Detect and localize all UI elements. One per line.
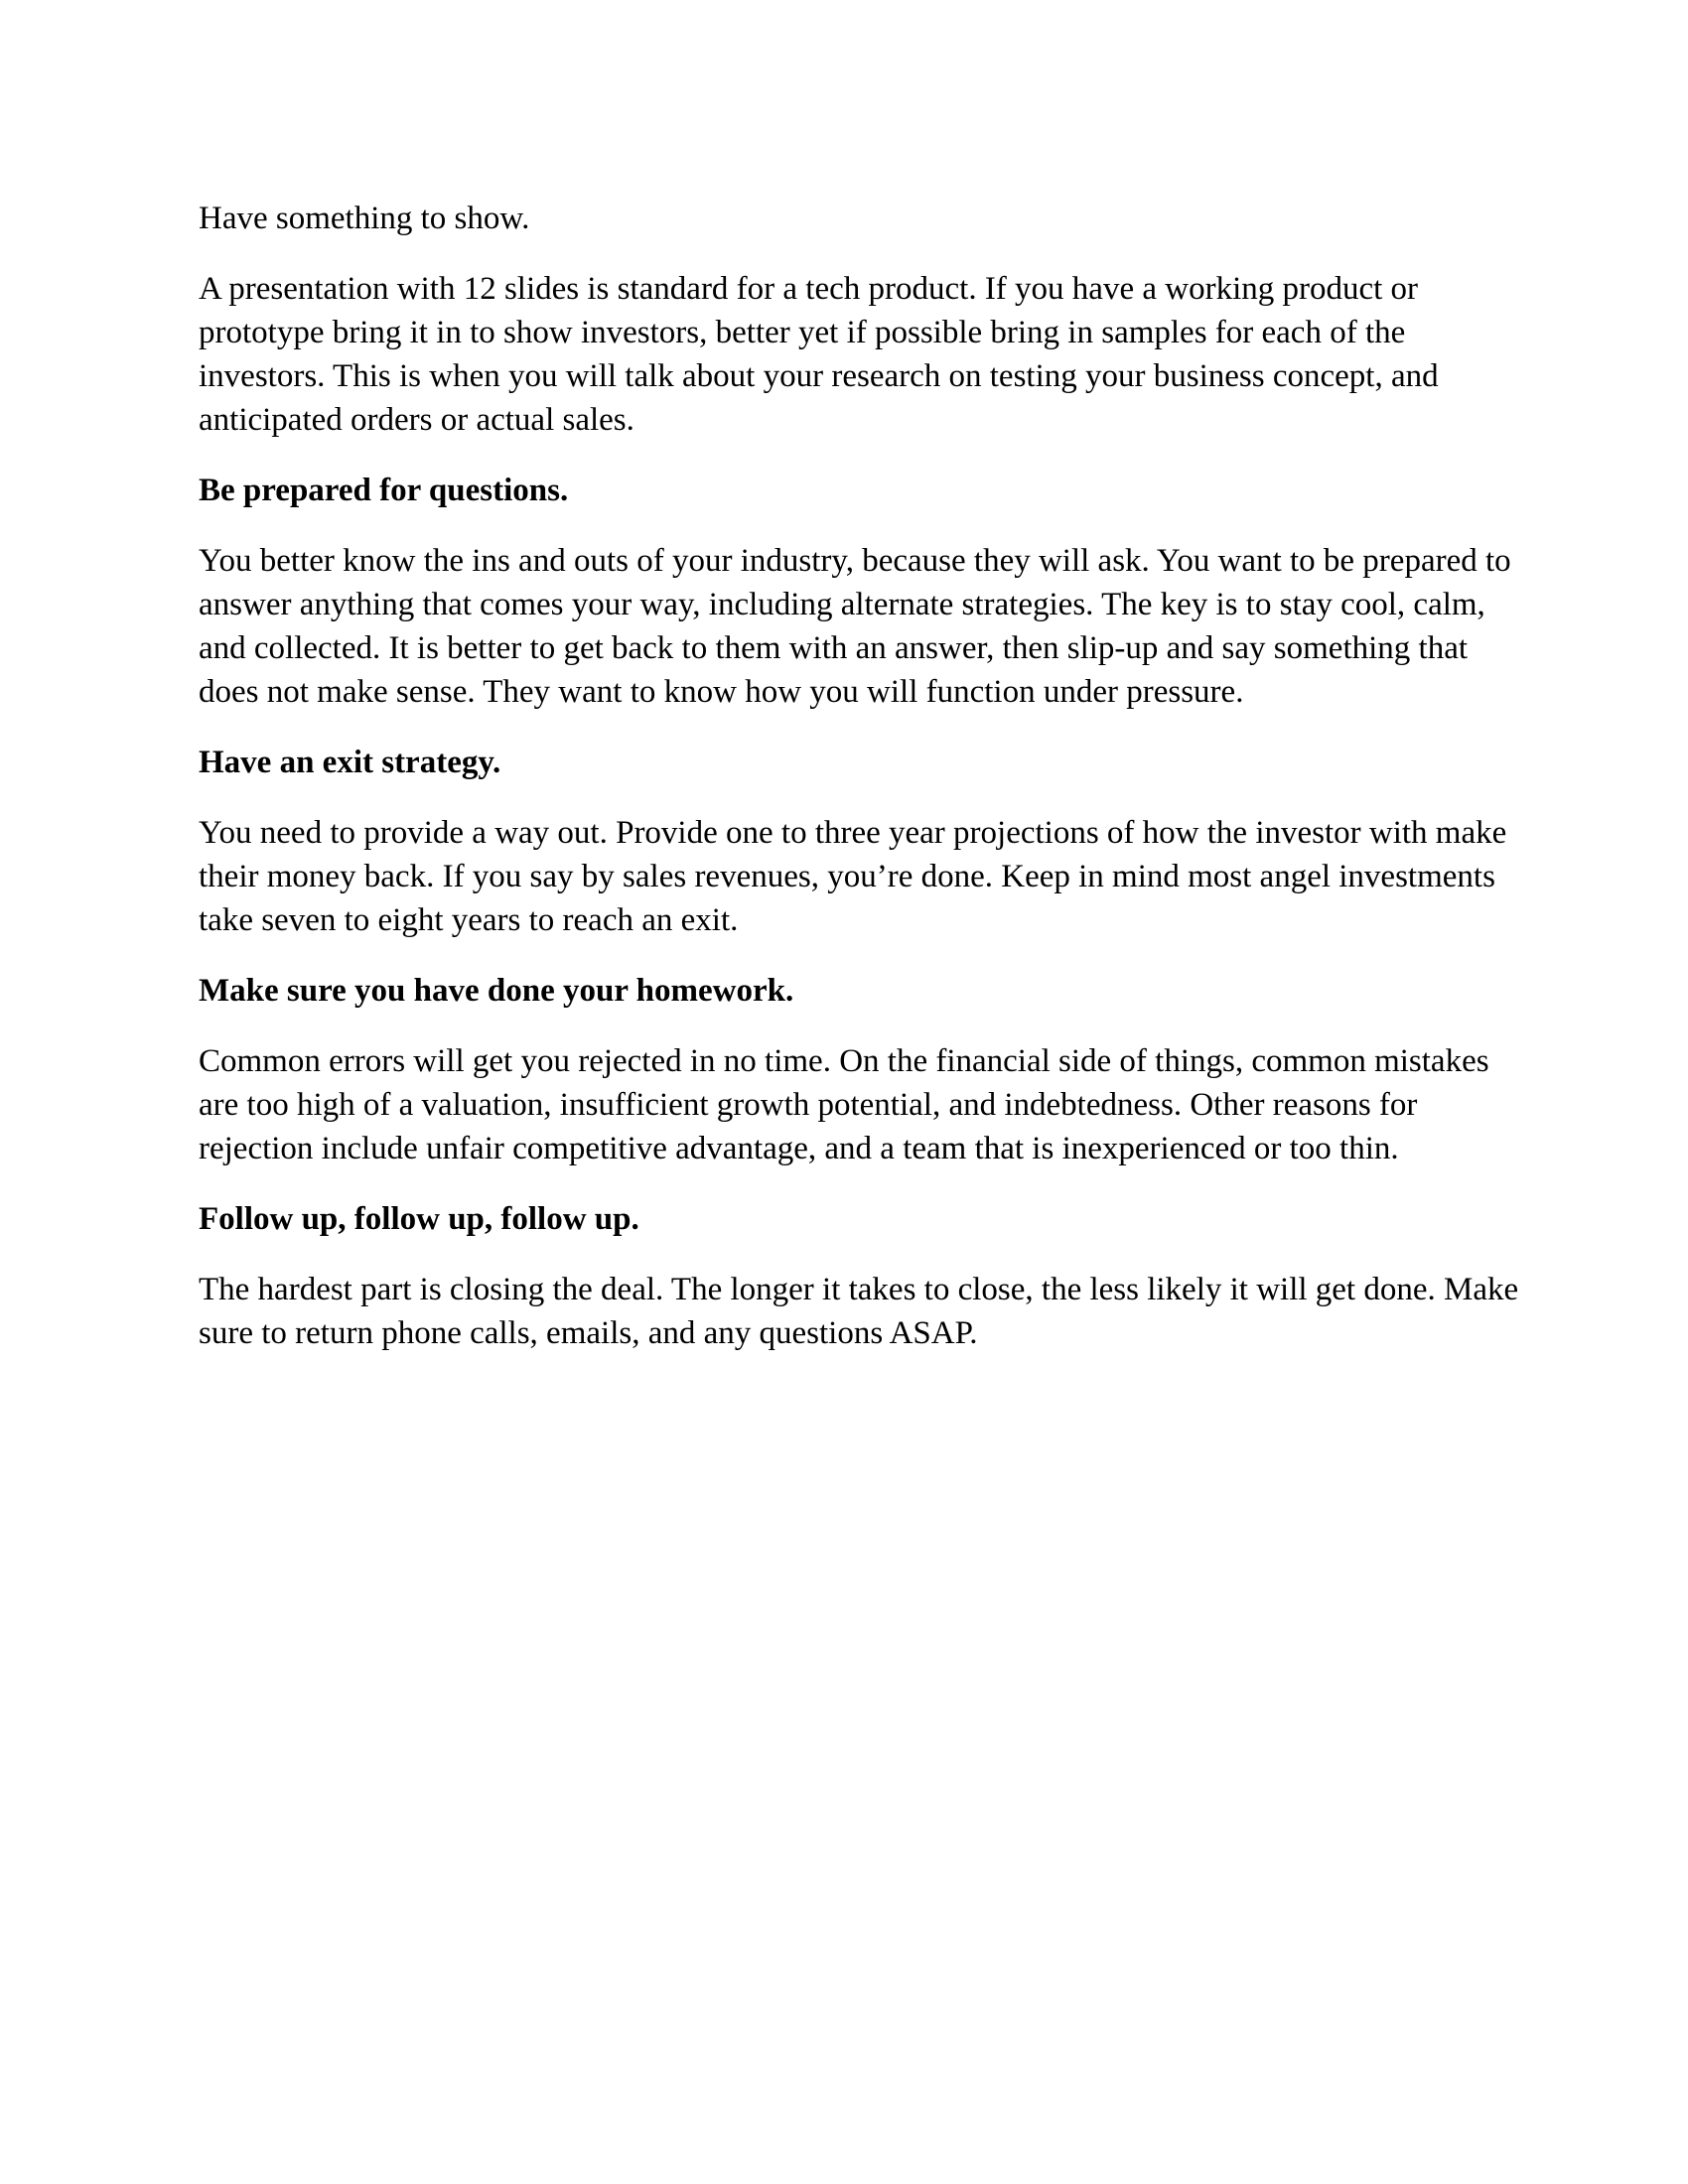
section-paragraph-homework: Common errors will get you rejected in no time. On the financial side of things, common mistakes are too high of a valuation, insufficient growth potential, and indebtedness. Other reasons for rejection include unfair competitive advantage, and a team that is inexperienced or too thin. (199, 1043, 1489, 1166)
section-heading-homework: Make sure you have done your homework. (199, 973, 794, 1009)
section-heading-follow-up: Follow up, follow up, follow up. (199, 1201, 639, 1237)
section-heading-exit-strategy: Have an exit strategy. (199, 745, 501, 780)
section-paragraph-follow-up: The hardest part is closing the deal. The longer it takes to close, the less likely it will get done. Make sure to return phone calls, emails, and any questions ASAP. (199, 1272, 1519, 1351)
section-heading-questions: Be prepared for questions. (199, 473, 569, 508)
intro-paragraph: A presentation with 12 slides is standard for a tech product. If you have a working product or prototype bring it in to show investors, better yet if possible bring in samples for each of the investors. This is when you will talk about your research on testing your business concept, and anticipated orders or actual sales. (199, 271, 1439, 438)
section-paragraph-questions: You better know the ins and outs of your industry, because they will ask. You want to be prepared to answer anything that comes your way, including alternate strategies. The key is to stay cool, calm, and collected. It is better to get back to them with an answer, then slip-up and say something that does not make sense. They want to know how you will function under pressure. (199, 543, 1511, 710)
section-paragraph-exit-strategy: You need to provide a way out. Provide one to three year projections of how the investor with make their money back. If you say by sales revenues, you’re done. Keep in mind most angel investments take seven to eight years to reach an exit. (199, 815, 1507, 938)
document-body (199, 197, 1519, 1382)
intro-heading: Have something to show. (199, 201, 530, 236)
